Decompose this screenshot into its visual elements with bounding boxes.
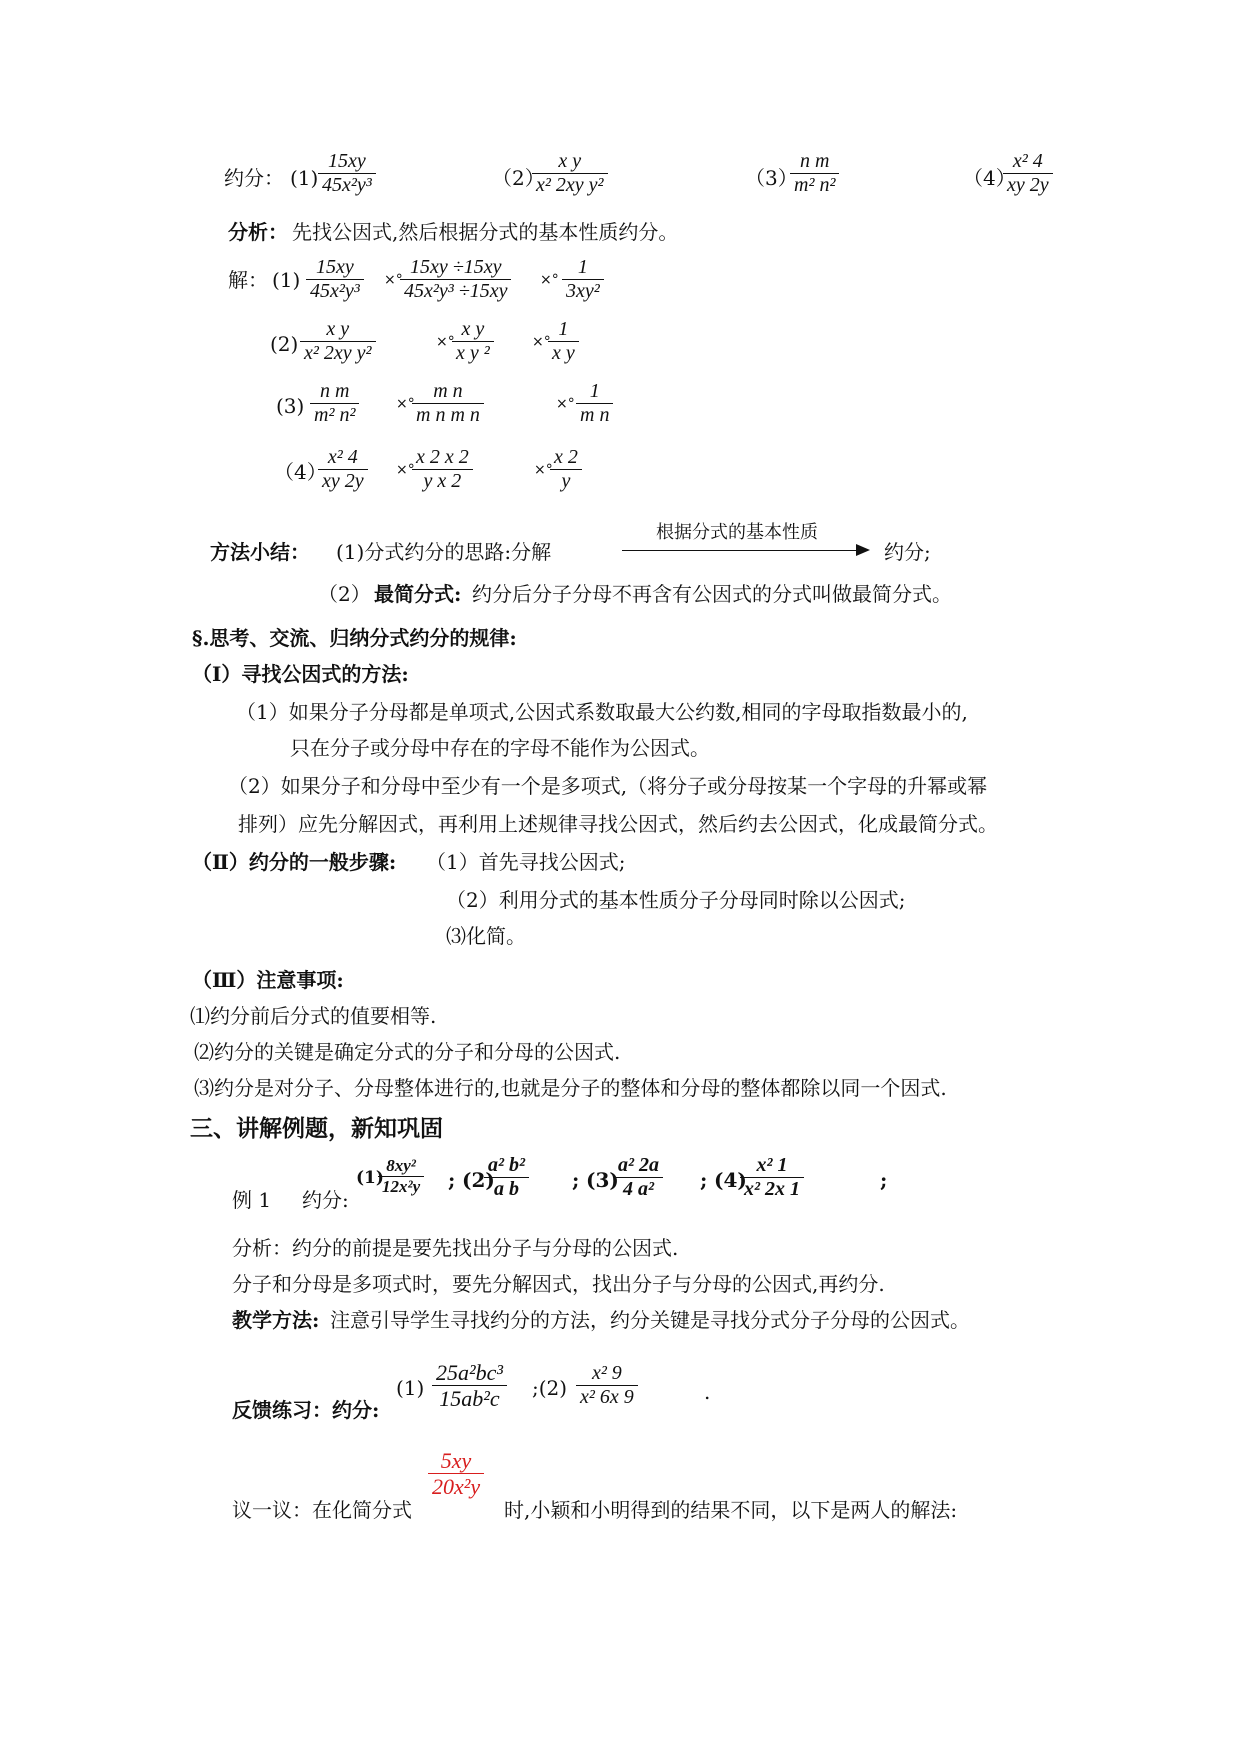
intro-index-3: （3） [745, 166, 798, 190]
method-summary-line2-text: 约分后分子分母不再含有公因式的分式叫做最简分式。 [472, 582, 952, 606]
solution-label: 解： [228, 268, 268, 292]
example1-index-3: (3) [586, 1168, 619, 1192]
intro-fraction-2 [532, 150, 608, 197]
part1-paragraph1-line1: （1）如果分子分母都是单项式,公因式系数取最大公约数,相同的字母取指数最小的, [236, 700, 968, 724]
equals-sign-icon: ×° [436, 334, 455, 350]
solution-step-3-fraction-b [412, 380, 484, 427]
numerator: x² 4 [327, 446, 358, 468]
solution-step-2-index: (2) [270, 332, 299, 356]
example1-index-4: (4) [714, 1168, 747, 1192]
part2-step2: （2）利用分式的基本性质分子分母同时除以公因式; [446, 888, 906, 912]
example1-fraction-1 [378, 1156, 424, 1196]
denominator: m n [580, 404, 610, 426]
example1-separator-4: ; [880, 1168, 888, 1192]
denominator: y [561, 470, 571, 492]
denominator: 3xy² [566, 280, 600, 302]
teaching-method-text: 注意引导学生寻找约分的方法，约分关键是寻找分式分子分母的公因式。 [330, 1308, 970, 1332]
solution-step-3-fraction-a [310, 380, 359, 427]
method-summary-line2-term: 最简分式: [374, 582, 462, 606]
solution-step-3-fraction-c [576, 380, 613, 427]
discuss-suffix: 时,小颖和小明得到的结果不同，以下是两人的解法: [504, 1498, 958, 1522]
solution-step-3-index: (3) [276, 394, 305, 418]
part1-title: （Ⅰ）寻找公因式的方法: [192, 662, 409, 686]
method-summary-line1: (1)分式约分的思路:分解 [336, 540, 552, 564]
numerator: 5xy [440, 1448, 472, 1473]
numerator: n m [799, 150, 830, 172]
example1-text: 约分: [302, 1188, 349, 1212]
equals-sign-icon: ×° [396, 396, 415, 412]
method-summary-label: 方法小结： [210, 540, 310, 564]
denominator: 45x²y³ [310, 280, 360, 302]
denominator: 15ab²c [439, 1386, 500, 1412]
numerator: m n [433, 380, 463, 402]
solution-step-4-index: （4） [274, 460, 327, 484]
example1-separator-2: ; [572, 1168, 580, 1192]
solution-step-1-fraction-b [400, 256, 511, 303]
example1-separator-3: ; [700, 1168, 708, 1192]
solution-step-2-fraction-b [452, 318, 494, 365]
method-summary-line1-suffix: 约分; [884, 540, 931, 564]
intro-label: 约分： [224, 166, 284, 190]
equals-sign-icon: ×° [532, 334, 551, 350]
numerator: 8xy² [386, 1156, 416, 1175]
arrow-label: 根据分式的基本性质 [656, 522, 818, 543]
denominator: 4 a² [623, 1178, 654, 1200]
section3-heading: 三、讲解例题，新知巩固 [190, 1115, 443, 1142]
equals-sign-icon: ×° [396, 462, 415, 478]
numerator: a² 2a [618, 1154, 659, 1176]
section-think-heading: §.思考、交流、归纳分式约分的规律: [192, 626, 517, 650]
denominator: x² 6x 9 [580, 1386, 634, 1408]
denominator: x² 2x 1 [744, 1178, 800, 1200]
feedback-index-1: (1) [396, 1376, 425, 1400]
denominator: xy 2y [322, 470, 364, 492]
numerator: 15xy ÷15xy [410, 256, 502, 278]
equals-sign-icon: ×° [540, 272, 559, 288]
solution-step-2-fraction-a [300, 318, 376, 365]
solution-step-2-fraction-c [548, 318, 579, 365]
example1-label: 例 1 [232, 1188, 272, 1212]
solution-step-1-fraction-c [562, 256, 604, 303]
feedback-separator: ;(2) [532, 1376, 568, 1400]
denominator: m² n² [314, 404, 356, 426]
intro-index-4: （4） [963, 166, 1016, 190]
solution-step-1-index: (1) [272, 268, 301, 292]
intro-index-2: （2） [492, 166, 545, 190]
denominator: m n m n [416, 404, 480, 426]
denominator: a b [494, 1178, 519, 1200]
example-analysis-line1: 分析：约分的前提是要先找出分子与分母的公因式. [232, 1236, 679, 1260]
denominator: y x 2 [423, 470, 462, 492]
numerator: x y [461, 318, 485, 340]
part2-step1: （1）首先寻找公因式; [426, 850, 626, 874]
numerator: 1 [558, 318, 569, 340]
equals-sign-icon: ×° [534, 462, 553, 478]
denominator: x y ² [456, 342, 490, 364]
numerator: 15xy [327, 150, 366, 172]
solution-step-1-fraction-a [306, 256, 364, 303]
part2-title: （Ⅱ）约分的一般步骤: [192, 850, 397, 874]
feedback-end: . [704, 1380, 711, 1404]
denominator: 45x²y³ ÷15xy [404, 280, 508, 302]
discuss-prefix: 议一议：在化简分式 [232, 1498, 412, 1522]
analysis-label: 分析： [228, 220, 288, 244]
intro-index-1: (1) [290, 166, 319, 190]
denominator: xy 2y [1007, 174, 1049, 196]
denominator: x y [552, 342, 575, 364]
feedback-fraction-2 [576, 1362, 638, 1409]
numerator: a² b² [488, 1154, 525, 1176]
denominator: 12x²y [382, 1176, 421, 1196]
discuss-fraction [428, 1448, 484, 1500]
numerator: x² 9 [591, 1362, 622, 1384]
numerator: x² 4 [1012, 150, 1043, 172]
denominator: x² 2xy y² [536, 174, 604, 196]
numerator: 15xy [315, 256, 354, 278]
intro-fraction-4 [1003, 150, 1053, 197]
example1-fraction-2 [484, 1154, 529, 1201]
denominator: m² n² [794, 174, 836, 196]
right-arrow-icon [622, 550, 858, 551]
numerator: x 2 x 2 [416, 446, 469, 468]
part2-step3: ⑶化简。 [446, 924, 526, 948]
arrowhead-icon [856, 544, 870, 556]
teaching-method-label: 教学方法: [232, 1308, 320, 1332]
equals-sign-icon: ×° [556, 396, 575, 412]
numerator: x 2 [554, 446, 578, 468]
denominator: x² 2xy y² [304, 342, 372, 364]
numerator: x y [558, 150, 582, 172]
equals-sign-icon: ×° [384, 272, 403, 288]
feedback-fraction-1 [432, 1360, 507, 1412]
analysis-text: 先找公因式,然后根据分式的基本性质约分。 [292, 220, 679, 244]
numerator: 25a²bc³ [436, 1360, 503, 1385]
example1-fraction-3 [614, 1154, 663, 1201]
part3-note2: ⑵约分的关键是确定分式的分子和分母的公因式. [194, 1040, 621, 1064]
solution-step-4-fraction-a [318, 446, 368, 493]
example1-index-2: (2) [462, 1168, 495, 1192]
numerator: x y [326, 318, 350, 340]
denominator: 20x²y [432, 1474, 481, 1500]
part1-paragraph2-line2: 排列）应先分解因式，再利用上述规律寻找公因式，然后约去公因式，化成最简分式。 [238, 812, 998, 836]
part3-note3: ⑶约分是对分子、分母整体进行的,也就是分子的整体和分母的整体都除以同一个因式. [194, 1076, 947, 1100]
intro-fraction-1 [318, 150, 376, 197]
numerator: x² 1 [756, 1154, 788, 1176]
part1-paragraph1-line2: 只在分子或分母中存在的字母不能作为公因式。 [290, 736, 710, 760]
example1-index-1: (1) [356, 1168, 384, 1188]
example1-fraction-4 [740, 1154, 804, 1201]
method-summary-line2-index: （2） [318, 582, 371, 606]
numerator: 1 [577, 256, 588, 278]
numerator: n m [319, 380, 350, 402]
numerator: 1 [589, 380, 600, 402]
feedback-label: 反馈练习：约分: [232, 1398, 380, 1422]
example1-separator-1: ; [448, 1168, 456, 1192]
intro-fraction-3 [790, 150, 839, 197]
denominator: 45x²y³ [322, 174, 372, 196]
example-analysis-line2: 分子和分母是多项式时，要先分解因式，找出分子与分母的公因式,再约分. [232, 1272, 885, 1296]
part3-note1: ⑴约分前后分式的值要相等. [190, 1004, 437, 1028]
solution-step-4-fraction-b [412, 446, 473, 493]
solution-step-4-fraction-c [550, 446, 582, 493]
part3-title: （Ⅲ）注意事项: [192, 968, 344, 992]
part1-paragraph2-line1: （2）如果分子和分母中至少有一个是多项式,（将分子或分母按某一个字母的升幂或幂 [228, 774, 988, 798]
